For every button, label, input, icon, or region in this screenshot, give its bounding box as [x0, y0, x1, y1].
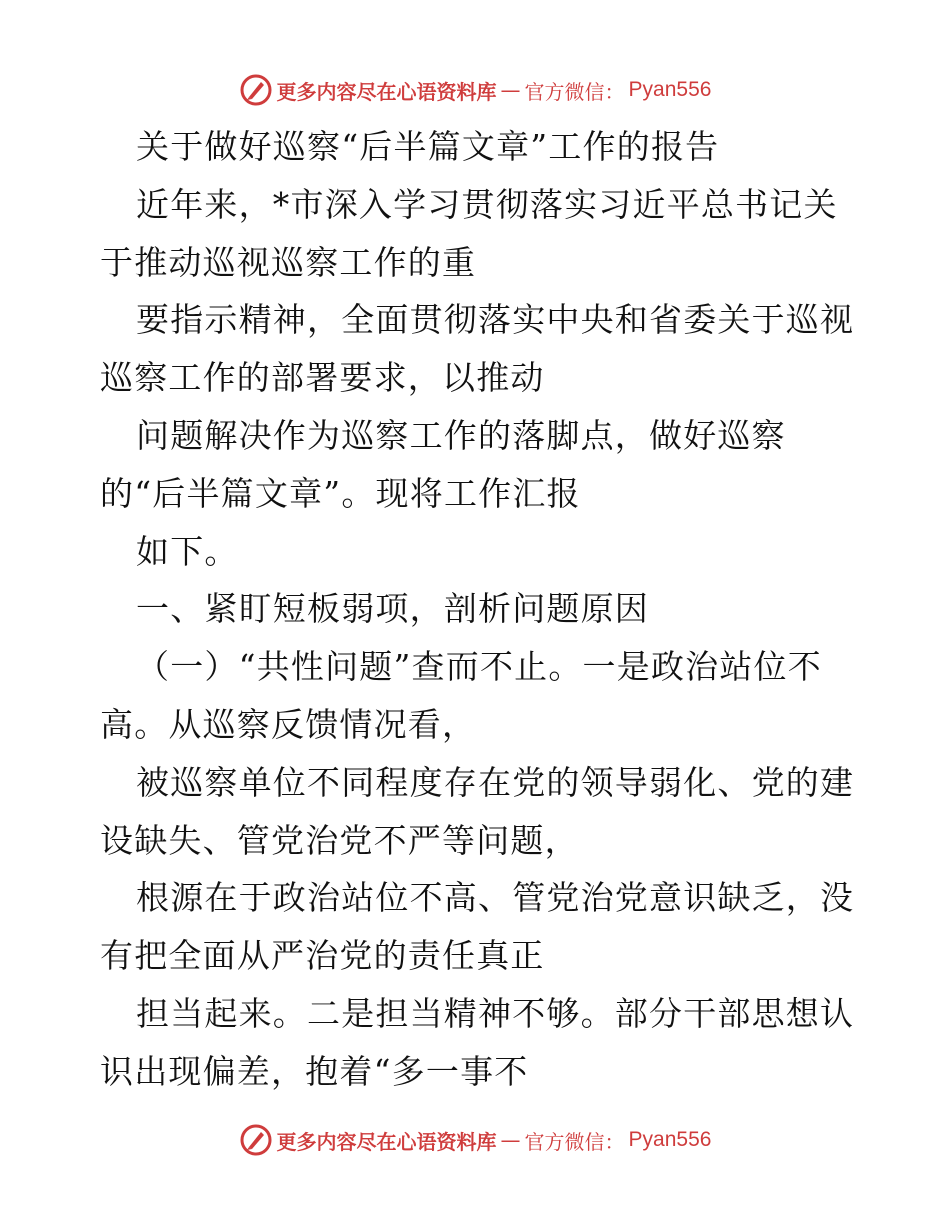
paragraph-line: 要指示精神，全面贯彻落实中央和省委关于巡视: [136, 300, 855, 340]
paragraph-line: 于推动巡视巡察工作的重: [100, 242, 477, 282]
paragraph-line: 高。从巡察反馈情况看，: [100, 704, 477, 744]
quill-seal-icon: [239, 1123, 273, 1157]
paragraph-line: 有把全面从严治党的责任真正: [100, 936, 545, 976]
banner-wechat-label: 官方微信：: [524, 79, 625, 104]
footer-banner: [0, 1120, 950, 1160]
banner-wechat-label: 官方微信：: [524, 1129, 625, 1154]
banner-wechat-id: Pyan556: [628, 1128, 712, 1151]
banner-dash: —: [500, 78, 521, 102]
paragraph-line: 的“后半篇文章”。现将工作汇报: [100, 473, 581, 513]
banner-main-text: 更多内容尽在心语资料库: [276, 1129, 497, 1154]
paragraph-line: 近年来，*市深入学习贯彻落实习近平总书记关: [136, 184, 838, 224]
banner-main-text: 更多内容尽在心语资料库: [276, 79, 497, 104]
section-heading: 一、紧盯短板弱项，剖析问题原因: [136, 589, 649, 629]
paragraph-line: 设缺失、管党治党不严等问题，: [100, 820, 579, 860]
quill-seal-icon: [239, 73, 273, 107]
document-title: 关于做好巡察“后半篇文章”工作的报告: [136, 127, 720, 166]
paragraph-line: （一）“共性问题”查而不止。一是政治站位不: [136, 647, 822, 687]
banner-dash: —: [500, 1128, 521, 1152]
paragraph-line: 被巡察单位不同程度存在党的领导弱化、党的建: [136, 762, 855, 802]
paragraph-line: 担当起来。二是担当精神不够。部分干部思想认: [136, 993, 855, 1033]
paragraph-line: 根源在于政治站位不高、管党治党意识缺乏，没: [136, 878, 855, 918]
paragraph-line: 如下。: [136, 531, 239, 571]
paragraph-line: 识出现偏差，抱着“多一事不: [100, 1051, 529, 1091]
paragraph-line: 问题解决作为巡察工作的落脚点，做好巡察: [136, 415, 786, 455]
document-body: [100, 118, 860, 1101]
header-banner: [0, 70, 950, 110]
paragraph-line: 巡察工作的部署要求，以推动: [100, 358, 545, 398]
banner-wechat-id: Pyan556: [628, 78, 712, 101]
